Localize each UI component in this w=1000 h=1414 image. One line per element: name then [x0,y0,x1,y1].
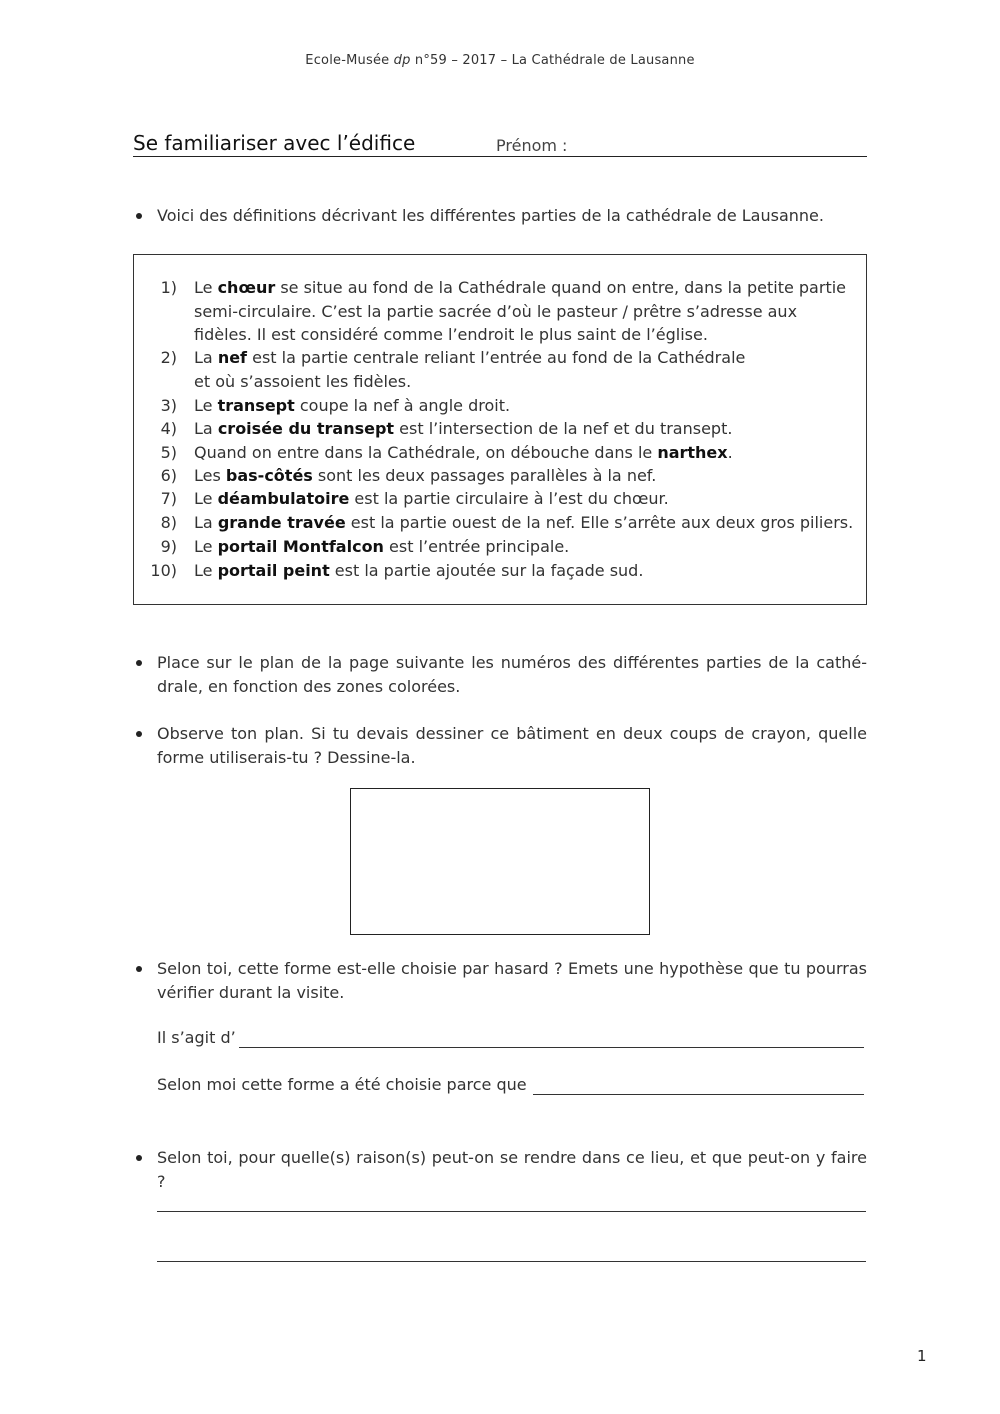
definition-number: 4) [160,419,177,438]
prenom-label: Prénom : [496,136,568,155]
running-header [0,53,1000,68]
instruction-observe-text: Observe ton plan. Si tu devais dessiner ce bâtiment en deux coups de crayon, quelle forme utiliserais-tu ? Dessine-la. [157,724,867,767]
definition-term: narthex [657,443,728,462]
definition-number: 8) [160,513,177,532]
definition-text: Le portail peint est la partie ajoutée sur la façade sud. [194,561,644,580]
definition-number: 6) [160,466,177,485]
definition-text: Le transept coupe la nef à angle droit. [194,396,511,415]
question-raisons-text: Selon toi, pour quelle(s) raison(s) peut-on se rendre dans ce lieu, et que peut-on y faire ? [157,1148,867,1191]
drawing-box[interactable] [350,788,650,935]
prenom-field-line[interactable] [133,156,867,157]
definition-text: Les bas-côtés sont les deux passages parallèles à la nef. [194,466,657,485]
header-italic: dp [393,53,411,68]
definition-term: transept [217,396,295,415]
definition-number: 2) [160,348,177,367]
prompt-sagit: Il s’agit d’ [157,1028,236,1047]
bullet-icon [136,966,142,972]
bullet-icon [136,660,142,666]
answer-line-sagit[interactable] [239,1047,864,1048]
definition-text: La nef est la partie centrale reliant l’entrée au fond de la Cathédrale et où s’assoient les fidèles. [194,348,746,391]
bullet-icon [136,731,142,737]
definition-number: 5) [160,443,177,462]
page-title: Se familiariser avec l’édifice [133,131,416,155]
definition-text: Quand on entre dans la Cathédrale, on débouche dans le narthex. [194,443,733,462]
answer-line-raisons-2[interactable] [157,1261,866,1262]
definition-term: grande travée [217,513,346,532]
definition-term: chœur [217,278,276,297]
definition-number: 9) [160,537,177,556]
definition-text: Le chœur se situe au fond de la Cathédrale quand on entre, dans la petite partie semi-circulaire. C’est la partie sacrée d’où le pasteur / prêtre s’adresse aux fidèles. Il est considéré comme l’endroit le plus saint de l’église. [194,278,846,344]
definition-text: Le déambulatoire est la partie circulaire à l’est du chœur. [194,489,669,508]
definition-number: 10) [150,561,177,580]
definition-term: déambulatoire [217,489,350,508]
intro-text: Voici des définitions décrivant les différentes parties de la cathédrale de Lausanne. [157,206,824,225]
definition-term: bas-côtés [225,466,313,485]
definition-number: 1) [160,278,177,297]
definition-number: 3) [160,396,177,415]
definition-number: 7) [160,489,177,508]
definition-term: croisée du transept [217,419,395,438]
definition-text: La croisée du transept est l’intersection de la nef et du transept. [194,419,733,438]
bullet-icon [136,213,142,219]
definition-term: nef [217,348,248,367]
answer-line-raisons-1[interactable] [157,1211,866,1212]
instruction-place-text: Place sur le plan de la page suivante les numéros des différentes parties de la cathé-drale, en fonction des zones colorées. [157,653,867,696]
header-text-end: n°59 – 2017 – La Cathédrale de Lausanne [410,53,695,68]
definition-text: Le portail Montfalcon est l’entrée principale. [194,537,570,556]
definition-text: La grande travée est la partie ouest de la nef. Elle s’arrête aux deux gros piliers. [194,513,854,532]
definition-term: portail peint [217,561,330,580]
definition-term: portail Montfalcon [217,537,384,556]
header-text-start: Ecole-Musée [305,53,394,68]
bullet-icon [136,1155,142,1161]
prompt-parce-que: Selon moi cette forme a été choisie parce que [157,1075,527,1094]
answer-line-parce-que[interactable] [533,1094,864,1095]
page-number: 1 [917,1347,927,1365]
question-hasard-text: Selon toi, cette forme est-elle choisie par hasard ? Emets une hypothèse que tu pourras vérifier durant la visite. [157,959,867,1002]
